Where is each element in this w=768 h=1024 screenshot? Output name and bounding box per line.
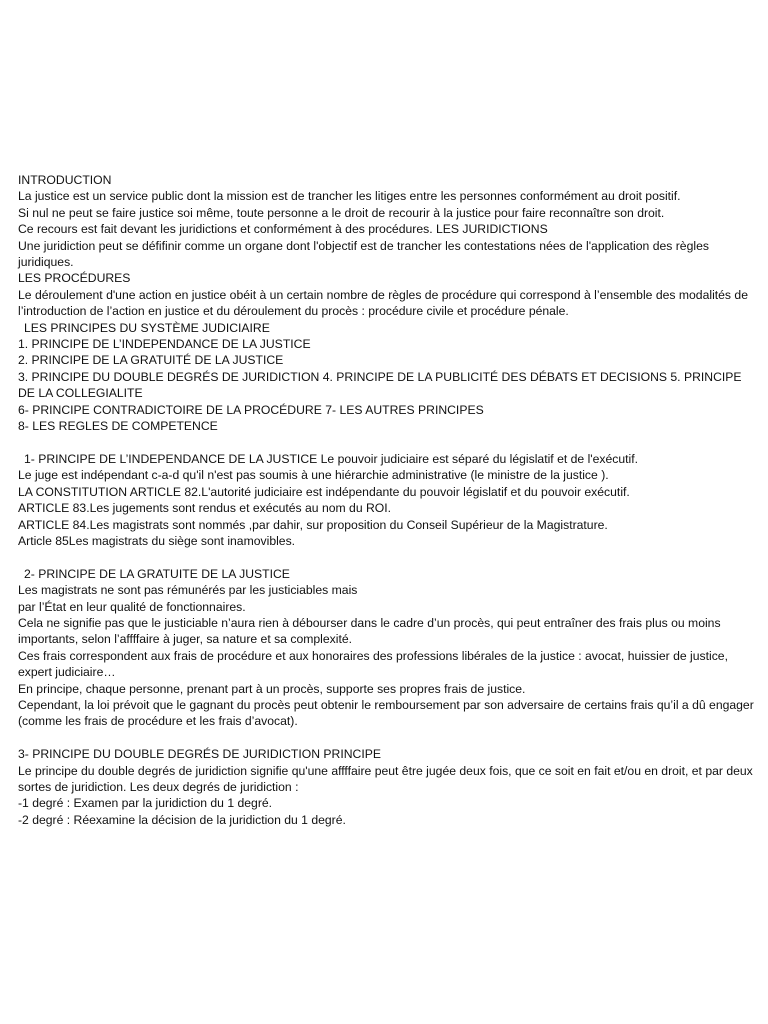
list-item: 8- LES REGLES DE COMPETENCE: [18, 419, 218, 434]
paragraph-line: Si nul ne peut se faire justice soi même, toute personne a le droit de recourir à la justice pour faire reconnaître son droit.: [18, 205, 665, 220]
spacer: [18, 435, 754, 451]
heading-procedures: LES PROCÉDURES: [18, 271, 131, 286]
paragraph-line: Une juridiction peut se défifinir comme un organe dont l'objectif est de trancher les contestations nées de l'application des règles juridiques.: [18, 238, 709, 270]
paragraph-line: La justice est un service public dont la mission est de trancher les litiges entre les personnes conformément au droit positif.: [18, 189, 681, 204]
list-item: -2 degré : Réexamine la décision de la juridiction du 1 degré.: [18, 812, 346, 827]
paragraph-line: En principe, chaque personne, prenant part à un procès, supporte ses propres frais de justice.: [18, 681, 526, 696]
paragraph-line: par l’État en leur qualité de fonctionnaires.: [18, 599, 246, 614]
paragraph-line: Ce recours est fait devant les juridictions et conformément à des procédures. LES JURIDICTIONS: [18, 222, 548, 237]
paragraph-line: Le principe du double degrés de juridiction signifie qu'une affffaire peut être jugée deux fois, que ce soit en fait et/ou en droit, et par deux sortes de juridiction. Les deux degrés de juridiction :: [18, 763, 753, 794]
spacer: [18, 730, 754, 746]
list-item: -1 degré : Examen par la juridiction du 1 degré.: [18, 796, 273, 811]
paragraph-line: Les magistrats ne sont pas rémunérés par les justiciables mais: [18, 583, 358, 598]
document-body: [18, 172, 754, 828]
list-item: 1. PRINCIPE DE L’INDEPENDANCE DE LA JUSTICE: [18, 337, 311, 352]
section-heading-gratuite: 2- PRINCIPE DE LA GRATUITE DE LA JUSTICE: [24, 566, 290, 581]
spacer: [18, 549, 754, 565]
paragraph-line: Ces frais correspondent aux frais de procédure et aux honoraires des professions libérales de la justice : avocat, huissier de justice, expert judiciaire…: [18, 648, 728, 680]
list-item: 3. PRINCIPE DU DOUBLE DEGRÉS DE JURIDICTION 4. PRINCIPE DE LA PUBLICITÉ DES DÉBATS ET DECISIONS 5. PRINCIPE DE LA COLLEGIALITE: [18, 369, 742, 401]
paragraph-line: Le juge est indépendant c-a-d qu'il n'est pas soumis à une hiérarchie administrative (le ministre de la justice ).: [18, 468, 609, 483]
paragraph-line: LA CONSTITUTION ARTICLE 82.L'autorité judiciaire est indépendante du pouvoir législatif et du pouvoir exécutif.: [18, 484, 630, 499]
paragraph-line: ARTICLE 84.Les magistrats sont nommés ,par dahir, sur proposition du Conseil Supérieur de la Magistrature.: [18, 517, 608, 532]
heading-principes: LES PRINCIPES DU SYSTÈME JUDICIAIRE: [24, 320, 270, 335]
section-heading-independance: 1- PRINCIPE DE L’INDEPENDANCE DE LA JUSTICE Le pouvoir judiciaire est séparé du législatif et de l'exécutif.: [24, 451, 638, 466]
paragraph-line: Article 85Les magistrats du siège sont inamovibles.: [18, 533, 296, 548]
section-heading-double-degres: 3- PRINCIPE DU DOUBLE DEGRÉS DE JURIDICTION PRINCIPE: [18, 747, 381, 762]
paragraph-line: Cependant, la loi prévoit que le gagnant du procès peut obtenir le remboursement par son adversaire de certains frais qu’il a dû engager (comme les frais de procédure et les frais d’avocat).: [18, 697, 754, 729]
paragraph-line: ARTICLE 83.Les jugements sont rendus et exécutés au nom du ROI.: [18, 501, 392, 516]
heading-introduction: INTRODUCTION: [18, 173, 112, 187]
paragraph-line: Le déroulement d'une action en justice obéit à un certain nombre de règles de procédure qui correspond à l’ensemble des modalités de l’introduction de l’action en justice et du déroulement du procès : procédure civile et procédure pénale.: [18, 287, 748, 319]
paragraph-line: Cela ne signifie pas que le justiciable n’aura rien à débourser dans le cadre d’un procès, qui peut entraîner des frais plus ou moins importants, selon l’affffaire à juger, sa nature et sa complexité.: [18, 615, 721, 647]
list-item: 2. PRINCIPE DE LA GRATUITÉ DE LA JUSTICE: [18, 353, 284, 368]
list-item: 6- PRINCIPE CONTRADICTOIRE DE LA PROCÉDURE 7- LES AUTRES PRINCIPES: [18, 402, 484, 417]
